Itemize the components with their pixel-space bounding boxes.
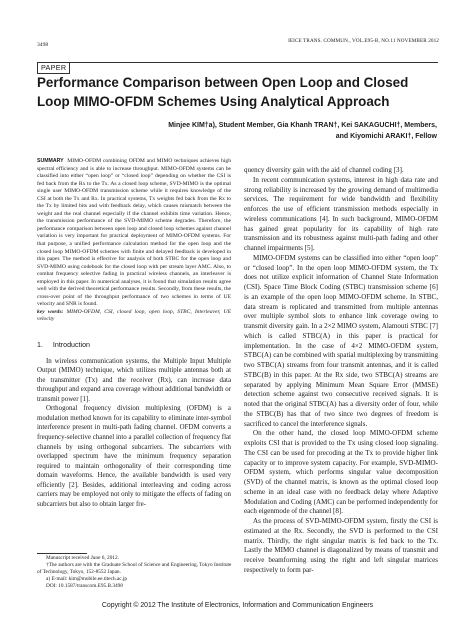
footnote-doi: DOI: 10.1587/transcom.E95.B.3498: [46, 583, 123, 590]
author-line-1: Minjee KIM†a), Student Member, Gia Khanh TRAN†, Kei SAKAGUCHI†, Members,: [168, 122, 437, 129]
body-paragraph: In wireless communication systems, the Multiple Input Multiple Output (MIMO) technique, which utilizes multiple antennas both at the transmitter (Tx) and the receiver (Rx), can increase data throughput and expand area coverage without additional bandwidth or transmit power [1].: [37, 357, 231, 403]
page-number: 3498: [37, 42, 49, 48]
footnote-affiliation: †The authors are with the Graduate School of Science and Engineering, Tokyo Institute of Technology, Tokyo, 152-8552 Japan.: [37, 562, 232, 576]
abstract-text: MIMO-OFDM combining OFDM and MIMO techniques achieves high spectral efficiency and is able to increase throughput. MIMO-OFDM systems can be classified into either “open loop” or “closed loop” depending on whether the CSI is fed back from the Rx to the Tx. As a closed loop scheme, SVD-MIMO is the optimal single user MIMO-OFDM transmission scheme while it requires knowledge of the CSI at both the Tx and Rx. In practical systems, Tx weights fed back from the Rx to the Tx by limited bits and with feedback delay, which causes mismatch between the weight and the real channel especially if the channel exhibits time variation. Hence, the transmission performance of the SVD-MIMO scheme degrades. Therefore, the performance comparison between open loop and closed loop schemes against channel variation is very important for practical deployment of MIMO-OFDM systems. For that purpose, a unified performance calculation method for the open loop and the closed loop MIMO-OFDM schemes with finite and delayed feedback is developed in this paper. The method is effective for analysis of both STBC for the open loop and SVD-MIMO using codebook for the closed loop with per stream layer AMC. Also, to combat frequency selective fading in practical wireless channels, an interleaver is employed in this paper. In numerical analyses, it is found that simulation results agree well with the derived theoretical performance results. Secondly, from these results, the cross-over point of the throughput performance of two schemes in terms of UE velocity and SNR is found.: [37, 158, 231, 308]
section-number: 1.: [37, 341, 43, 350]
author-line-2: and Kiyomichi ARAKI†, Fellow: [335, 132, 437, 140]
keywords: [37, 309, 231, 324]
right-column: [244, 166, 438, 576]
footnote-email: a) E-mail: kim@mobile.ee.titech.ac.jp: [46, 576, 128, 583]
footnotes: [37, 555, 233, 590]
body-paragraph: quency diversity gain with the aid of channel coding [3].: [244, 166, 404, 174]
body-paragraph: As the process of SVD-MIMO-OFDM system, firstly the CSI is estimated at the Rx. Secondly, the SVD is performed to the CSI matrix. Thirdly, the right singular matrix is fed back to the Tx. Lastly the MIMO channel is diagonalized by means of transmit and receive beamforming using the right and left singular matrices respectively to form par-: [244, 517, 438, 574]
body-paragraph: MIMO-OFDM systems can be classified into either “open loop” or “closed loop”. In the open loop MIMO-OFDM system, the Tx does not utilize explicit information of Channel State Information (CSI). Space Time Block Coding (STBC) transmission scheme [6] is an example of the open loop MIMO-OFDM scheme. In STBC, data stream is replicated and transmitted from multiple antennas over multiple symbol slots to enhance link coverage owing to transmit diversity gain. In a 2×2 MIMO system, Alamouti STBC [7] which is called STBC(A) in this paper is practical for implementation. In the case of 4×2 MIMO-OFDM system, STBC(A) can be combined with spatial multiplexing by transmitting two STBC(A) streams from four transmit antennas, and it is called STBC(B) in this paper. At the Rx side, two STBC(A) streams are separated by applying Minimum Mean Square Error (MMSE) detection scheme against two consecutive received signals. It is noted that the original STBC(A) has a diversity order of four, while the STBC(B) has that of two since two degrees of freedom is sacrificed to cancel the interference signals.: [244, 253, 438, 428]
journal-header: IEICE TRANS. COMMUN., VOL.E95-B, NO.11 NOVEMBER 2012: [288, 38, 439, 44]
author-block: [37, 121, 437, 142]
footnote-received: Manuscript received June 6, 2012.: [46, 555, 119, 561]
abstract: [37, 158, 231, 309]
paper-title: Performance Comparison between Open Loop and Closed Loop MIMO-OFDM Schemes Using Analytical Approach: [37, 75, 409, 109]
header-rule: [37, 62, 438, 63]
section-title: Introduction: [52, 341, 90, 350]
section-heading: [37, 341, 231, 351]
body-paragraph: On the other hand, the closed loop MIMO-OFDM scheme exploits CSI that is provided to the Tx using closed loop signaling. The CSI can be used for precoding at the Tx to provide higher link capacity or to improve system capacity. For example, SVD-MIMO-OFDM system, which performs singular value decomposition (SVD) of the channel matrix, is known as the optimal closed loop scheme in an ideal case with no feedback delay where Adaptive Modulation and Coding (AMC) can be performed independently for each eigenmode of the channel [8].: [244, 429, 438, 516]
body-paragraph: Orthogonal frequency division multiplexing (OFDM) is a modulation method known for its capability to eliminate inter-symbol interference present in multi-path fading channel. OFDM converts a frequency-selective channel into a parallel collection of frequency flat channels by using orthogonal subcarriers. The subcarriers with overlapped spectrum have the minimum frequency separation required to maintain orthogonality of their corresponding time domain waveforms. Hence, the available bandwidth is used very efficiently [2]. Besides, additional interleaving and coding across carriers may be employed not only to mitigate the effects of fading on subcarriers but also to obtain larger fre-: [37, 405, 231, 508]
footnote-rule: [37, 553, 87, 554]
keywords-label: key words:: [37, 308, 64, 315]
copyright-line: Copyright © 2012 The Institute of Electronics, Information and Communication Engineers: [101, 602, 374, 609]
body-paragraph: In recent communication systems, interest in high data rate and strong reliability is increased by the growing demand of multimedia services. The requirement for wide bandwidth and flexibility enforces the use of efficient transmission methods especially in wireless communications [4]. In such background, MIMO-OFDM has gained great popularity for its capability of high rate transmission and its robustness against multi-path fading and other channel impairments [5].: [244, 175, 438, 252]
abstract-label: SUMMARY: [37, 158, 64, 164]
left-column: [37, 158, 231, 509]
keywords-text: MIMO-OFDM, CSI, closed loop, open loop, STBC, Interleaver, UE velocity: [37, 308, 231, 323]
paper-type-tag: PAPER: [37, 62, 70, 74]
